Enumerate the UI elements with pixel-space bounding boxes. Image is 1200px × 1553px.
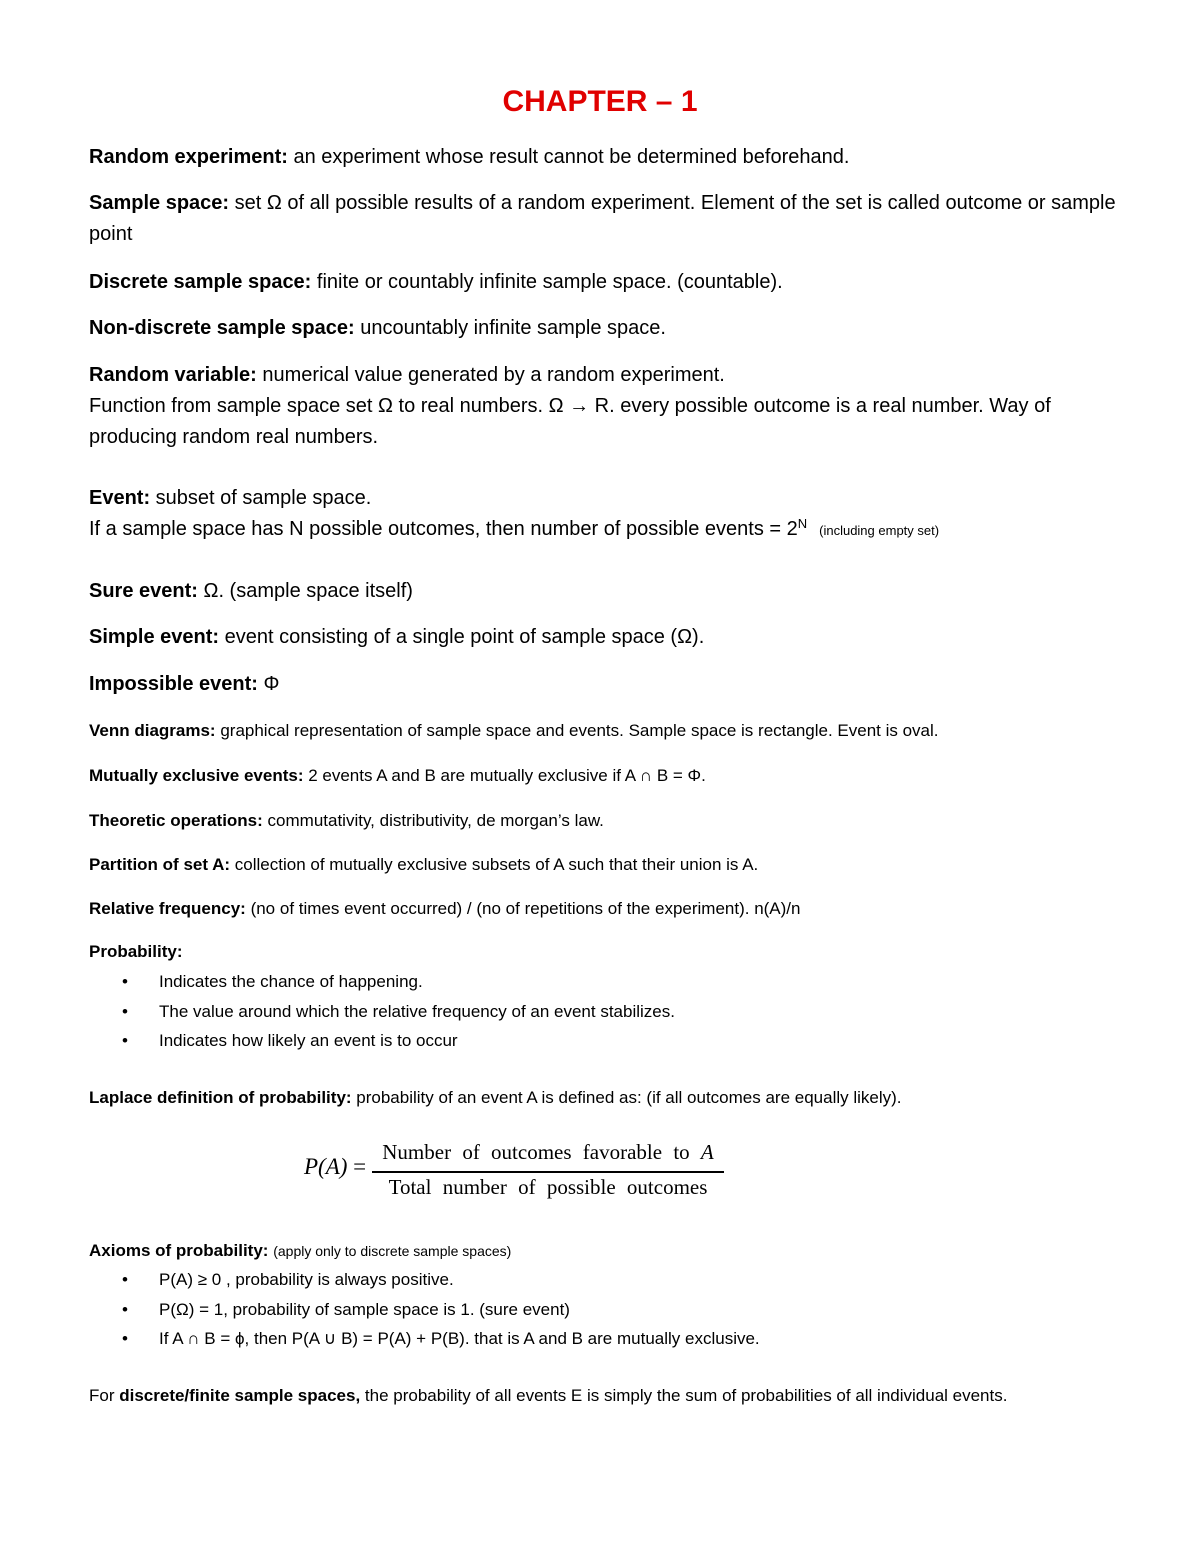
definition-text: an experiment whose result cannot be determined beforehand. xyxy=(287,146,850,168)
def-relative-frequency xyxy=(89,894,1119,924)
list-item-text: Indicates how likely an event is to occur xyxy=(159,1031,458,1050)
formula-numerator-var: A xyxy=(700,1140,714,1164)
axioms-bullet-list xyxy=(89,1265,1119,1354)
def-random-variable xyxy=(89,360,1119,453)
def-random-experiment xyxy=(89,142,1119,173)
def-non-discrete-sample-space xyxy=(89,313,1119,344)
term: Theoretic operations: xyxy=(89,811,263,830)
axioms-heading xyxy=(89,1236,1119,1266)
formula-equals: = xyxy=(353,1154,367,1179)
formula-numerator-text: Number of outcomes favorable to xyxy=(382,1140,690,1164)
list-item xyxy=(89,997,1119,1027)
bullet-icon: • xyxy=(122,1270,128,1289)
chapter-title: CHAPTER – 1 xyxy=(502,85,698,118)
formula-denominator: Total number of possible outcomes xyxy=(388,1175,708,1199)
bullet-icon: • xyxy=(122,1001,128,1021)
list-item-text: If A ∩ B = ϕ, then P(A ∪ B) = P(A) + P(B). that is A and B are mutually exclusive. xyxy=(159,1329,760,1348)
def-mutually-exclusive xyxy=(89,761,1119,791)
definition-text: numerical value generated by a random experiment. xyxy=(256,364,725,386)
term: Partition of set A: xyxy=(89,855,231,874)
formula-lhs xyxy=(304,1154,366,1180)
term: Sure event: xyxy=(89,580,198,602)
term: discrete/finite sample spaces, xyxy=(119,1386,361,1405)
bullet-icon: • xyxy=(122,1299,128,1319)
def-sure-event xyxy=(89,576,1119,607)
term: Simple event: xyxy=(89,626,220,648)
list-item xyxy=(89,1324,1119,1354)
term: Event: xyxy=(89,487,151,509)
paragraph-text: the probability of all events E is simply the sum of probabilities of all individual events. xyxy=(360,1386,1008,1405)
term: Laplace definition of probability: xyxy=(89,1088,352,1107)
axioms-note: (apply only to discrete sample spaces) xyxy=(273,1243,512,1259)
probability-bullet-list xyxy=(89,967,1119,1056)
bullet-icon: • xyxy=(122,972,128,991)
list-item-text: Indicates the chance of happening. xyxy=(159,972,423,991)
definition-text: subset of sample space. xyxy=(150,487,372,509)
definition-text: set Ω of all possible results of a random experiment. Element of the set is called outcome or sample point xyxy=(89,192,1116,245)
term: Venn diagrams: xyxy=(89,721,216,740)
laplace-formula xyxy=(304,1140,734,1202)
definition-text: probability of an event A is defined as: (if all outcomes are equally likely). xyxy=(351,1088,902,1107)
def-theoretic-operations xyxy=(89,806,1119,836)
term: Discrete sample space: xyxy=(89,271,312,293)
term: Random experiment: xyxy=(89,146,288,168)
term: Random variable: xyxy=(89,364,257,386)
bullet-icon: • xyxy=(122,1329,128,1348)
formula-lhs-term: P(A) xyxy=(304,1154,348,1179)
fraction-bar xyxy=(372,1171,724,1173)
definition-text: finite or countably infinite sample space. (countable). xyxy=(311,271,783,293)
definition-continuation: If a sample space has N possible outcomes, then number of possible events = 2 xyxy=(89,518,798,540)
def-discrete-sample-space xyxy=(89,267,1119,298)
list-item xyxy=(89,967,1119,997)
definition-text: uncountably infinite sample space. xyxy=(354,317,666,339)
finite-sample-spaces-paragraph xyxy=(89,1381,1119,1411)
list-item xyxy=(89,1026,1119,1056)
definition-text: 2 events A and B are mutually exclusive if A ∩ B = Φ. xyxy=(303,766,706,785)
definition-text: Φ xyxy=(257,673,280,695)
definition-text: collection of mutually exclusive subsets of A such that their union is A. xyxy=(230,855,759,874)
list-item-text: P(A) ≥ 0 , probability is always positive. xyxy=(159,1270,454,1289)
bullet-icon: • xyxy=(122,1031,128,1050)
definition-text: event consisting of a single point of sample space (Ω). xyxy=(219,626,705,648)
def-partition xyxy=(89,850,1119,880)
definition-text: (no of times event occurred) / (no of repetitions of the experiment). n(A)/n xyxy=(245,899,801,918)
paragraph-prefix: For xyxy=(89,1386,120,1405)
probability-heading: Probability: xyxy=(89,942,183,961)
term: Impossible event: xyxy=(89,673,258,695)
definition-continuation: Function from sample space set Ω to real numbers. Ω → R. every possible outcome is a real number. Way of producing random real numbers. xyxy=(89,395,1051,448)
def-impossible-event xyxy=(89,669,1119,700)
term: Sample space: xyxy=(89,192,230,214)
term: Non-discrete sample space: xyxy=(89,317,355,339)
definition-text: Ω. (sample space itself) xyxy=(197,580,413,602)
definition-text: graphical representation of sample space and events. Sample space is rectangle. Event is oval. xyxy=(215,721,939,740)
term: Relative frequency: xyxy=(89,899,246,918)
list-item xyxy=(89,1265,1119,1295)
formula-numerator xyxy=(372,1140,724,1165)
term: Mutually exclusive events: xyxy=(89,766,304,785)
def-event xyxy=(89,483,1119,546)
def-venn-diagrams xyxy=(89,716,1119,746)
superscript-n: N xyxy=(797,516,808,531)
list-item xyxy=(89,1295,1119,1325)
def-simple-event xyxy=(89,622,1119,653)
definition-text: commutativity, distributivity, de morgan’s law. xyxy=(262,811,604,830)
list-item-text: P(Ω) = 1, probability of sample space is 1. (sure event) xyxy=(159,1299,570,1319)
def-sample-space xyxy=(89,188,1119,250)
event-note: (including empty set) xyxy=(819,523,940,538)
term: Axioms of probability: xyxy=(89,1241,269,1260)
list-item-text: The value around which the relative frequency of an event stabilizes. xyxy=(159,1001,675,1021)
def-laplace xyxy=(89,1083,1119,1113)
